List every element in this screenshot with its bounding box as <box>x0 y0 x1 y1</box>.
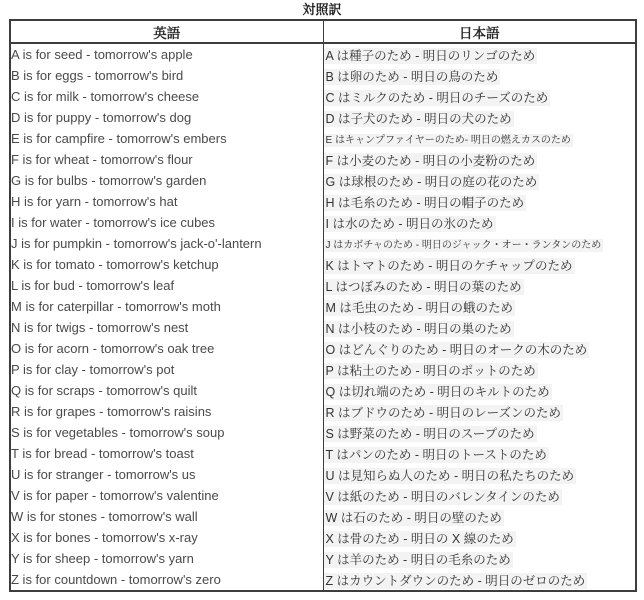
cell-english: K is for tomato - tomorrow's ketchup <box>11 257 219 272</box>
translated-text: Z はカウントダウンのため - 明日のゼロのため <box>325 573 586 588</box>
translated-text: Q は切れ端のため - 明日のキルトのため <box>325 384 550 399</box>
table-row <box>10 401 636 422</box>
cell-japanese <box>323 464 636 485</box>
translated-text: K はトマトのため - 明日のケチャップのため <box>325 258 573 273</box>
translated-text: J はカボチャのため - 明日のジャック・オー・ランタンのため <box>325 240 602 251</box>
table-row <box>10 43 636 65</box>
cell-english: V is for paper - tomorrow's valentine <box>11 488 219 503</box>
table-row <box>10 485 636 506</box>
translated-text: I は水のため - 明日の氷のため <box>325 216 494 231</box>
translated-text: B は卵のため - 明日の鳥のため <box>325 69 499 84</box>
translated-text: A は種子のため - 明日のリンゴのため <box>325 48 536 63</box>
cell-japanese <box>323 128 636 149</box>
table-row <box>10 233 636 254</box>
table-row <box>10 548 636 569</box>
cell-japanese <box>323 43 636 65</box>
column-header-japanese: 日本語 <box>323 20 636 43</box>
page-title: 対照訳 <box>302 2 342 17</box>
translated-text: N は小枝のため - 明日の巣のため <box>325 321 512 336</box>
translated-text: Y は羊のため - 明日の毛糸のため <box>325 552 511 567</box>
translated-text: O はどんぐりのため - 明日のオークの木のため <box>325 342 588 357</box>
cell-japanese <box>323 485 636 506</box>
cell-english: H is for yarn - tomorrow's hat <box>11 194 178 209</box>
cell-japanese <box>323 107 636 128</box>
cell-japanese <box>323 86 636 107</box>
translated-text: M は毛虫のため - 明日の蛾のため <box>325 300 513 315</box>
translation-table <box>9 19 637 592</box>
cell-japanese <box>323 233 636 254</box>
table-row <box>10 254 636 275</box>
cell-japanese <box>323 506 636 527</box>
cell-japanese <box>323 170 636 191</box>
cell-english: W is for stones - tomorrow's wall <box>11 509 198 524</box>
cell-english: C is for milk - tomorrow's cheese <box>11 89 200 104</box>
cell-japanese <box>323 527 636 548</box>
cell-english: X is for bones - tomorrow's x-ray <box>11 530 198 545</box>
table-row <box>10 170 636 191</box>
cell-japanese <box>323 296 636 317</box>
translated-text: U は見知らぬ人のため - 明日の私たちのため <box>325 468 575 483</box>
cell-japanese <box>323 275 636 296</box>
cell-english: O is for acorn - tomorrow's oak tree <box>11 341 215 356</box>
translated-text: V は紙のため - 明日のバレンタインのため <box>325 489 560 504</box>
table-row <box>10 275 636 296</box>
translated-text: R はブドウのため - 明日のレーズンのため <box>325 405 561 420</box>
translated-text: D は子犬のため - 明日の犬のため <box>325 111 512 126</box>
header-row <box>10 20 636 43</box>
table-row <box>10 86 636 107</box>
cell-english: S is for vegetables - tomorrow's soup <box>11 425 225 440</box>
cell-english: T is for bread - tomorrow's toast <box>11 446 194 461</box>
cell-english: I is for water - tomorrow's ice cubes <box>11 215 216 230</box>
cell-english: M is for caterpillar - tomorrow's moth <box>11 299 221 314</box>
table-row <box>10 359 636 380</box>
table-row <box>10 380 636 401</box>
cell-japanese <box>323 65 636 86</box>
translated-text: F は小麦のため - 明日の小麦粉のため <box>325 153 536 168</box>
cell-english: Q is for scraps - tomorrow's quilt <box>11 383 197 398</box>
cell-english: B is for eggs - tomorrow's bird <box>11 68 184 83</box>
cell-english: Z is for countdown - tomorrow's zero <box>11 572 221 587</box>
table-row <box>10 149 636 170</box>
translated-text: T はパンのため - 明日のトーストのため <box>325 447 547 462</box>
translated-text: P は粘土のため - 明日のポットのため <box>325 363 536 378</box>
table-row <box>10 506 636 527</box>
cell-japanese <box>323 569 636 591</box>
cell-japanese <box>323 212 636 233</box>
table-row <box>10 317 636 338</box>
cell-english: G is for bulbs - tomorrow's garden <box>11 173 207 188</box>
translated-text: X は骨のため - 明日の X 線のため <box>325 531 514 546</box>
translated-text: C はミルクのため - 明日のチーズのため <box>325 90 549 105</box>
table-row <box>10 107 636 128</box>
table-row <box>10 296 636 317</box>
cell-japanese <box>323 149 636 170</box>
cell-japanese <box>323 338 636 359</box>
cell-english: J is for pumpkin - tomorrow's jack-o'-lantern <box>11 236 262 251</box>
column-header-english: 英語 <box>10 20 323 43</box>
table-row <box>10 422 636 443</box>
table-row <box>10 527 636 548</box>
cell-english: R is for grapes - tomorrow's raisins <box>11 404 212 419</box>
cell-japanese <box>323 359 636 380</box>
table-row <box>10 212 636 233</box>
cell-english: Y is for sheep - tomorrow's yarn <box>11 551 194 566</box>
cell-japanese <box>323 401 636 422</box>
table-row <box>10 569 636 591</box>
cell-english: U is for stranger - tomorrow's us <box>11 467 196 482</box>
cell-english: L is for bud - tomorrow's leaf <box>11 278 175 293</box>
cell-japanese <box>323 317 636 338</box>
cell-japanese <box>323 548 636 569</box>
translated-text: L はつぼみのため - 明日の葉のため <box>325 279 522 294</box>
table-row <box>10 443 636 464</box>
cell-english: P is for clay - tomorrow's pot <box>11 362 175 377</box>
cell-japanese <box>323 443 636 464</box>
translated-text: S は野菜のため - 明日のスープのため <box>325 426 535 441</box>
cell-japanese <box>323 422 636 443</box>
cell-english: D is for puppy - tomorrow's dog <box>11 110 192 125</box>
table-row <box>10 338 636 359</box>
translated-text: G は球根のため - 明日の庭の花のため <box>325 174 538 189</box>
translated-text: E はキャンプファイヤーのため- 明日の燃えカスのため <box>325 135 571 146</box>
translated-text: W は石のため - 明日の壁のため <box>325 510 502 525</box>
translated-text: H は毛糸のため - 明日の帽子のため <box>325 195 525 210</box>
cell-english: F is for wheat - tomorrow's flour <box>11 152 193 167</box>
table-row <box>10 65 636 86</box>
table-row <box>10 191 636 212</box>
cell-japanese <box>323 380 636 401</box>
table-row <box>10 464 636 485</box>
table-row <box>10 128 636 149</box>
cell-english: E is for campfire - tomorrow's embers <box>11 131 227 146</box>
cell-japanese <box>323 254 636 275</box>
cell-english: N is for twigs - tomorrow's nest <box>11 320 189 335</box>
cell-english: A is for seed - tomorrow's apple <box>11 47 193 62</box>
cell-japanese <box>323 191 636 212</box>
